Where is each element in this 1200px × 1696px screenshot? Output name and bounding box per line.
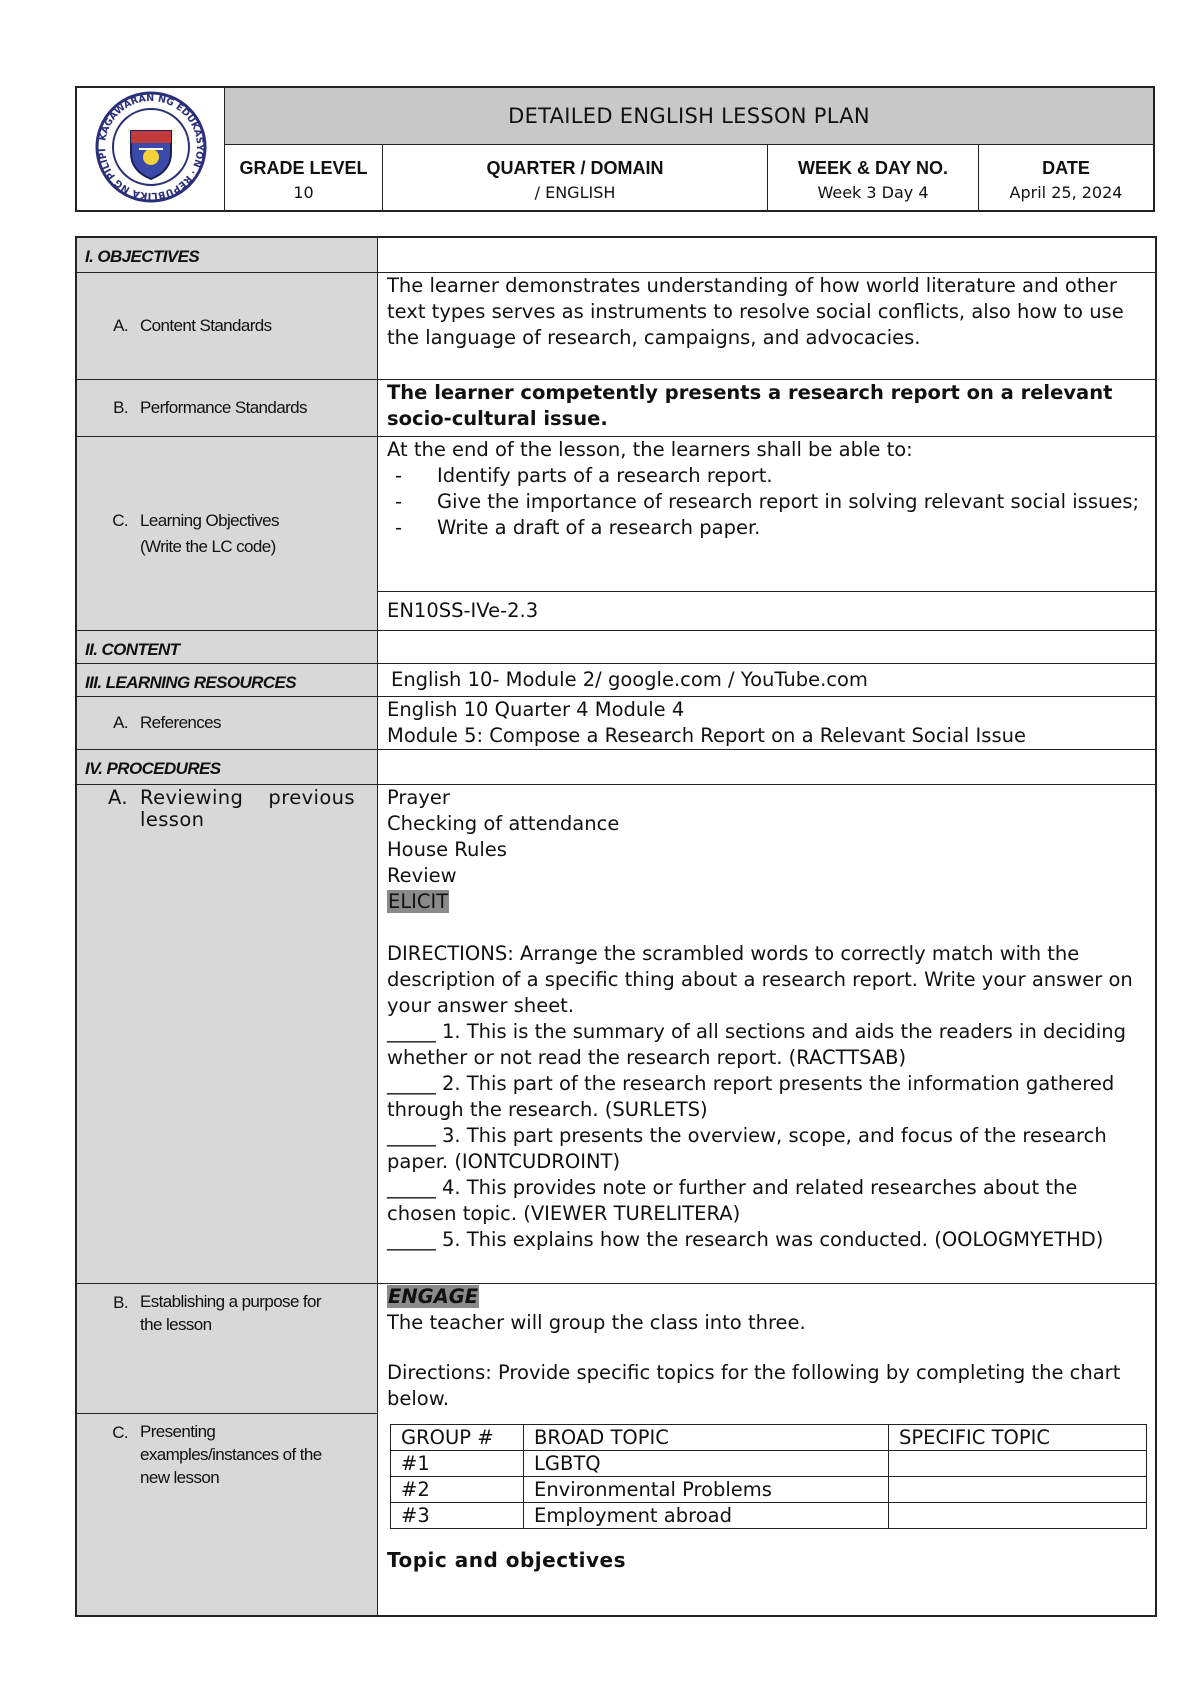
elicit-item: _____ 4. This provides note or further and related researches about the chosen topic. (VIEWER TURELITERA) (387, 1176, 1078, 1225)
content-heading: II. CONTENT (76, 631, 378, 664)
engage-tag: ENGAGE (388, 1285, 479, 1308)
chart-cell (889, 1503, 1147, 1529)
elicit-item: _____ 1. This is the summary of all sections and aids the readers in deciding whether or not read the research report. (RACTTSAB) (387, 1020, 1127, 1069)
content-standards-label-cell (76, 273, 378, 380)
list-item: - Give the importance of research report in solving relevant social issues; (395, 490, 1140, 513)
week-value: Week 3 Day 4 (817, 182, 929, 202)
quarter-cell (383, 145, 768, 211)
week-label: WEEK & DAY NO. (797, 157, 949, 178)
learning-objectives-intro: At the end of the lesson, the learners shall be able to: (387, 438, 913, 461)
table-row (391, 1451, 1147, 1477)
engage-directions: Directions: Provide specific topics for the following by completing the chart below. (387, 1361, 1121, 1410)
procedures-heading: IV. PROCEDURES (76, 750, 378, 785)
performance-standards-letter: B. (113, 398, 128, 417)
references-label: References (140, 713, 221, 732)
grade-level-label: GRADE LEVEL (239, 157, 368, 178)
reviewing-lesson-cell (378, 785, 1157, 1284)
engage-line: The teacher will group the class into three. (387, 1311, 806, 1334)
chart-cell: Environmental Problems (524, 1477, 889, 1503)
lc-code: EN10SS-IVe-2.3 (378, 592, 1157, 631)
quarter-label: QUARTER / DOMAIN (486, 157, 664, 178)
elicit-item: _____ 3. This part presents the overview, scope, and focus of the research paper. (IONTCUDROINT) (387, 1124, 1107, 1173)
date-value: April 25, 2024 (1009, 182, 1123, 202)
learning-objectives-label-cell (76, 437, 378, 631)
table-row (391, 1503, 1147, 1529)
elicit-item: _____ 5. This explains how the research was conducted. (OOLOGMYETHD) (387, 1228, 1104, 1251)
chart-header: BROAD TOPIC (524, 1425, 889, 1451)
presenting-examples-label: Presenting examples/instances of the new lesson (140, 1422, 322, 1487)
content-standards-text: The learner demonstrates understanding of how world literature and other text types serves as instruments to resolve social conflicts, also how to use the language of research, campaigns, and advocacies. (378, 273, 1157, 380)
references-cell (378, 697, 1157, 750)
svg-text:KAGAWARAN NG EDUKASYON · REPUB: KAGAWARAN NG EDUKASYON · REPUBLIKA NG PILIPI (96, 92, 205, 202)
date-cell (979, 145, 1155, 211)
references-label-cell (76, 697, 378, 750)
chart-cell: LGBTQ (524, 1451, 889, 1477)
presenting-examples-label-cell (76, 1414, 378, 1617)
establishing-purpose-letter: B. (113, 1293, 128, 1312)
references-letter: A. (113, 713, 128, 732)
topic-chart (390, 1424, 1147, 1529)
grade-level-value: 10 (293, 182, 314, 202)
review-line: House Rules (387, 838, 507, 861)
chart-header: SPECIFIC TOPIC (889, 1425, 1147, 1451)
table-row (391, 1477, 1147, 1503)
elicit-tag: ELICIT (388, 890, 449, 913)
reviewing-lesson-label-cell (76, 785, 378, 1284)
chart-cell: Employment abroad (524, 1503, 889, 1529)
lesson-plan-body (75, 236, 1157, 1617)
content-standards-letter: A. (113, 316, 128, 335)
establishing-purpose-label-cell (76, 1284, 378, 1414)
content-value (378, 631, 1157, 664)
reviewing-lesson-letter: A. (108, 786, 128, 809)
content-standards-label: Content Standards (140, 316, 272, 335)
chart-cell (889, 1477, 1147, 1503)
performance-standards-text: The learner competently presents a research report on a relevant socio-cultural issue. (378, 380, 1157, 437)
learning-objectives-label: Learning Objectives (140, 510, 279, 530)
engage-cell (378, 1284, 1157, 1617)
learning-objectives-sublabel: (Write the LC code) (140, 536, 276, 556)
review-line: Checking of attendance (387, 812, 620, 835)
learning-objectives-list (387, 463, 1147, 541)
lesson-plan-header (75, 86, 1155, 212)
establishing-purpose-label: Establishing a purpose for the lesson (140, 1292, 321, 1334)
procedures-heading-value (378, 750, 1157, 785)
objectives-heading-value (378, 237, 1157, 273)
list-item: - Identify parts of a research report. (395, 464, 773, 487)
deped-seal-icon (95, 91, 207, 203)
review-line: Review (387, 864, 457, 887)
quarter-value: / ENGLISH (534, 182, 616, 202)
chart-cell (889, 1451, 1147, 1477)
elicit-directions: DIRECTIONS: Arrange the scrambled words to correctly match with the description of a specific thing about a research report. Write your answer on your answer sheet. (387, 942, 1133, 1017)
learning-objectives-cell (378, 437, 1157, 592)
week-cell (768, 145, 979, 211)
chart-header: GROUP # (391, 1425, 524, 1451)
learning-resources-value: English 10- Module 2/ google.com / YouTube.com (378, 664, 1157, 697)
list-item: - Write a draft of a research paper. (395, 516, 761, 539)
topic-objectives-heading: Topic and objectives (387, 1548, 626, 1572)
objectives-heading: I. OBJECTIVES (76, 237, 378, 273)
learning-objectives-letter: C. (112, 510, 128, 530)
presenting-examples-letter: C. (112, 1423, 128, 1442)
learning-resources-heading: III. LEARNING RESOURCES (76, 664, 378, 697)
performance-standards-label-cell (76, 380, 378, 437)
date-label: DATE (1042, 157, 1090, 178)
elicit-item: _____ 2. This part of the research report presents the information gathered through the research. (SURLETS) (387, 1072, 1115, 1121)
deped-seal (76, 87, 225, 211)
chart-cell: #1 (391, 1451, 524, 1477)
references-line-1: English 10 Quarter 4 Module 4 (387, 698, 685, 721)
reviewing-lesson-label: Reviewing previous lesson (140, 786, 355, 831)
performance-standards-label: Performance Standards (140, 398, 307, 417)
grade-level-cell (225, 145, 383, 211)
chart-cell: #3 (391, 1503, 524, 1529)
review-line: Prayer (387, 786, 450, 809)
references-line-2: Module 5: Compose a Research Report on a Relevant Social Issue (387, 724, 1026, 747)
page-title: DETAILED ENGLISH LESSON PLAN (225, 87, 1155, 145)
chart-cell: #2 (391, 1477, 524, 1503)
